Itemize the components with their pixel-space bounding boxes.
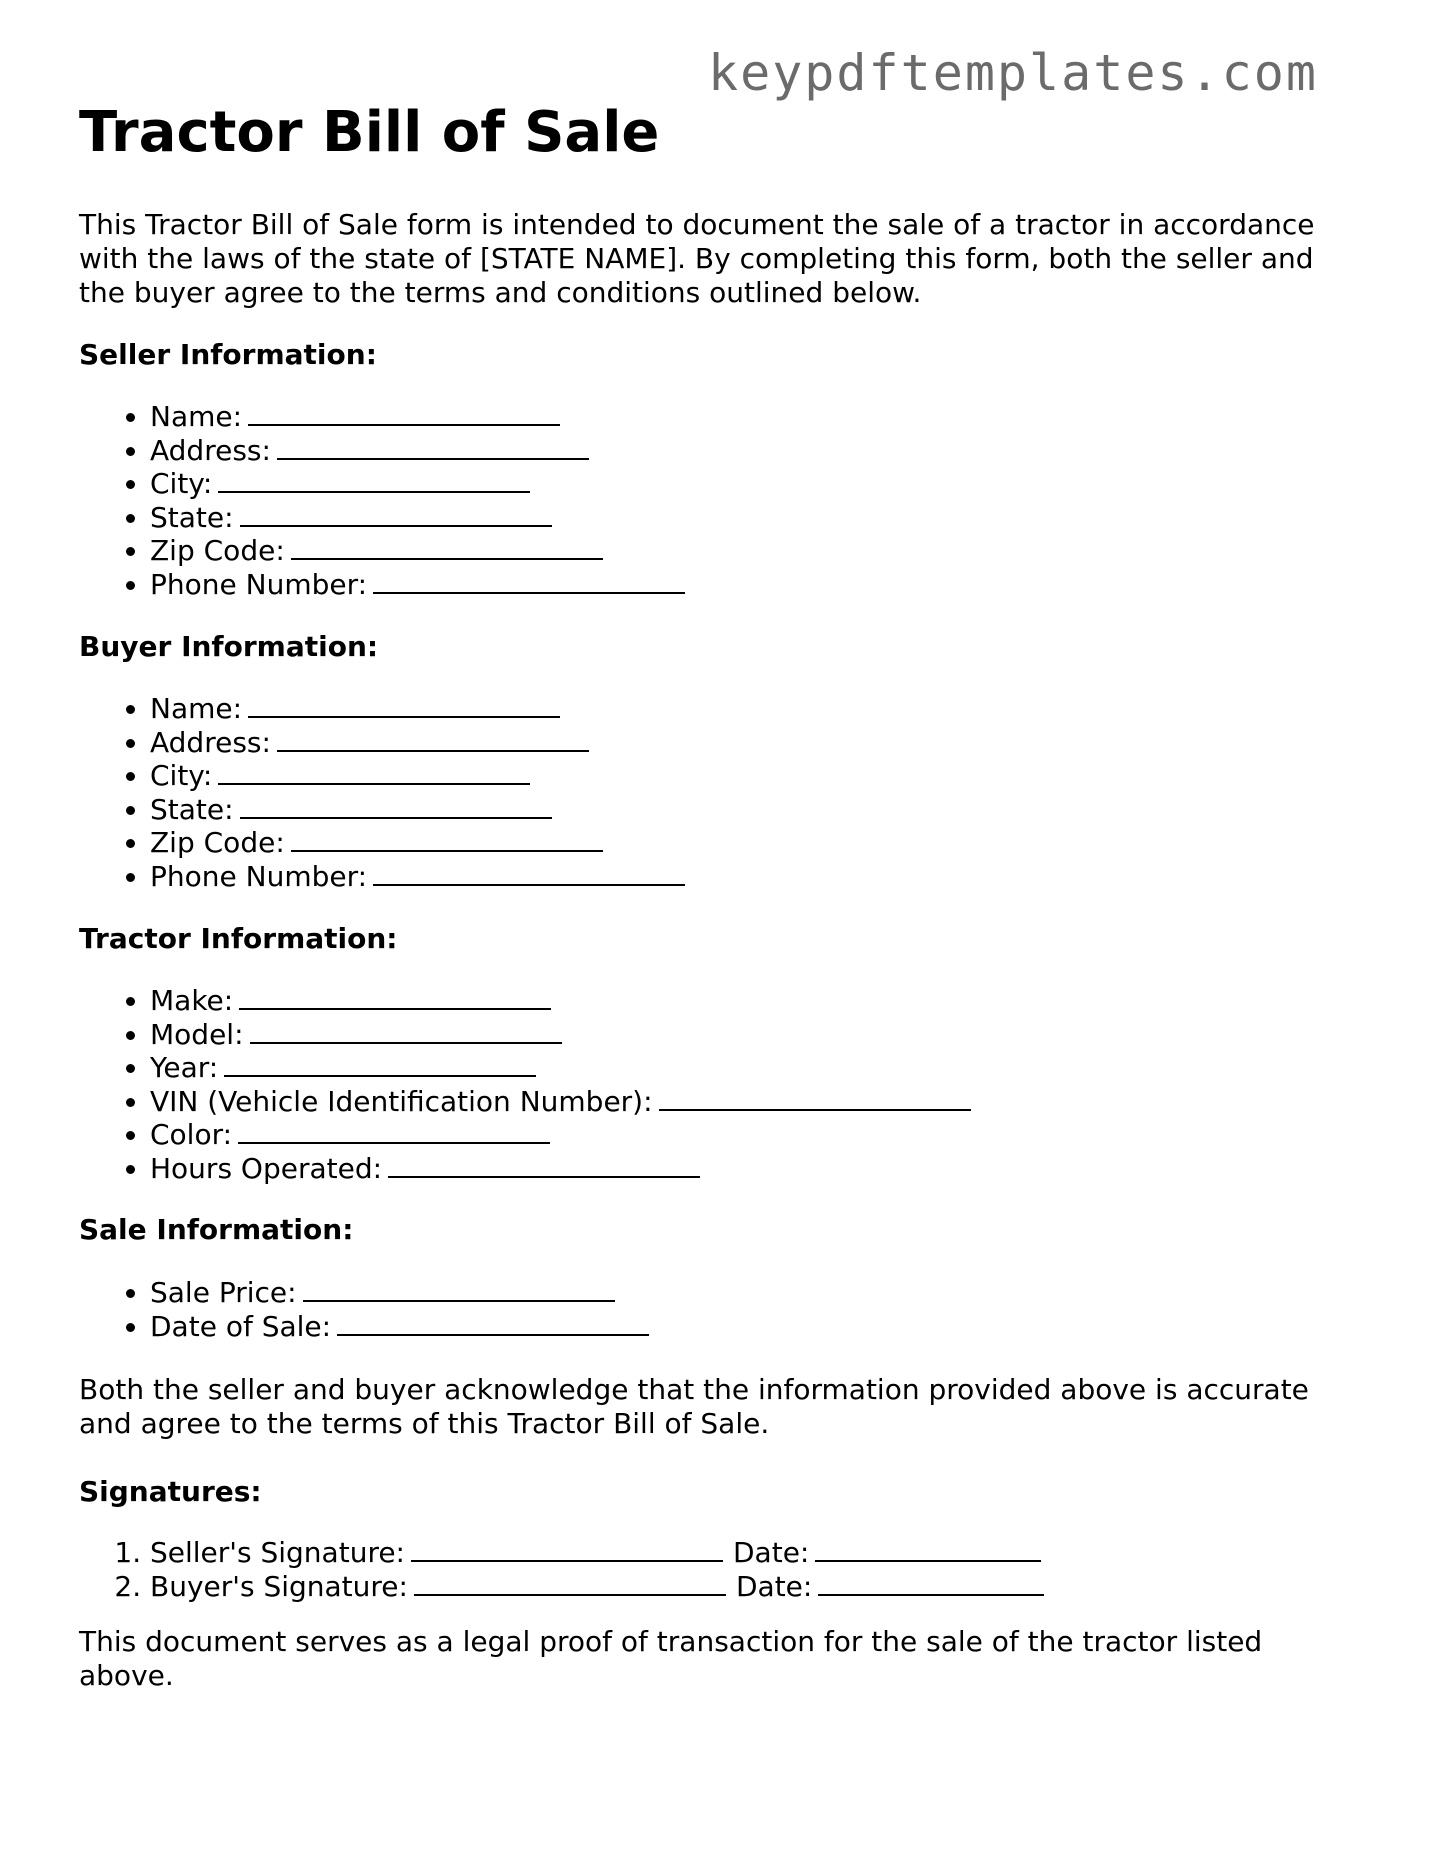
date-label: Date: <box>733 1536 810 1569</box>
field-label: Phone Number: <box>150 859 368 893</box>
tractor-year-item <box>150 1051 971 1085</box>
field-label: Model: <box>150 1017 244 1051</box>
sale-price-item <box>150 1276 649 1310</box>
buyer-date-blank[interactable] <box>818 1570 1044 1596</box>
seller-city-item <box>150 467 685 501</box>
field-label: Date of Sale: <box>150 1309 332 1343</box>
seller-fields <box>79 400 685 602</box>
buyer-phone-item <box>150 860 685 894</box>
intro-paragraph: This Tractor Bill of Sale form is intended to document the sale of a tractor in accordance with the laws of the state of [STATE NAME]. By completing this form, both the seller and the buyer agree to the terms and conditions outlined below. <box>79 208 1315 309</box>
buyer-name-item <box>150 692 685 726</box>
field-label: Address: <box>150 433 271 467</box>
tractor-make-blank[interactable] <box>239 984 551 1010</box>
field-label: Zip Code: <box>150 534 285 568</box>
field-label: VIN (Vehicle Identification Number): <box>150 1084 653 1118</box>
tractor-year-blank[interactable] <box>224 1051 536 1077</box>
field-label: Year: <box>150 1051 219 1085</box>
tractor-model-blank[interactable] <box>250 1018 562 1044</box>
acknowledgement-paragraph: Both the seller and buyer acknowledge that the information provided above is accurate and agree to the terms of this Tractor Bill of Sale. <box>79 1373 1309 1440</box>
seller-heading: Seller Information: <box>79 338 377 371</box>
seller-address-item <box>150 434 685 468</box>
seller-signature-blank[interactable] <box>411 1536 723 1562</box>
buyer-phone-blank[interactable] <box>373 860 685 886</box>
field-label: Address: <box>150 725 271 759</box>
seller-phone-blank[interactable] <box>373 568 685 594</box>
buyer-signature-blank[interactable] <box>414 1570 726 1596</box>
tractor-vin-blank[interactable] <box>659 1085 971 1111</box>
buyer-address-item <box>150 726 685 760</box>
tractor-model-item <box>150 1018 971 1052</box>
seller-signature-item <box>150 1536 1044 1570</box>
seller-address-blank[interactable] <box>277 434 589 460</box>
field-label: City: <box>150 759 213 793</box>
signature-lines <box>79 1536 1044 1603</box>
page-title: Tractor Bill of Sale <box>79 100 660 165</box>
field-label: State: <box>150 500 234 534</box>
date-label: Date: <box>735 1569 813 1603</box>
field-label: Color: <box>150 1118 233 1152</box>
sale-heading: Sale Information: <box>79 1213 354 1246</box>
field-label: Sale Price: <box>150 1276 297 1309</box>
buyer-signature-item <box>150 1570 1044 1604</box>
seller-zip-item <box>150 534 685 568</box>
tractor-color-item <box>150 1118 971 1152</box>
buyer-heading: Buyer Information: <box>79 630 379 663</box>
sale-date-item <box>150 1310 649 1344</box>
signature-label: Buyer's Signature: <box>150 1569 408 1603</box>
sale-date-blank[interactable] <box>337 1310 649 1336</box>
buyer-fields <box>79 692 685 894</box>
field-label: Phone Number: <box>150 567 368 601</box>
buyer-zip-blank[interactable] <box>291 826 603 852</box>
sale-fields <box>79 1276 649 1343</box>
seller-city-blank[interactable] <box>218 467 530 493</box>
tractor-hours-blank[interactable] <box>388 1152 700 1178</box>
buyer-name-blank[interactable] <box>248 692 560 718</box>
sale-price-blank[interactable] <box>303 1276 615 1302</box>
tractor-vin-item <box>150 1085 971 1119</box>
buyer-city-item <box>150 759 685 793</box>
buyer-state-blank[interactable] <box>240 793 552 819</box>
buyer-city-blank[interactable] <box>218 759 530 785</box>
field-label: Make: <box>150 984 234 1017</box>
field-label: Zip Code: <box>150 826 285 860</box>
buyer-address-blank[interactable] <box>277 726 589 752</box>
tractor-make-item <box>150 984 971 1018</box>
tractor-heading: Tractor Information: <box>79 922 398 955</box>
closing-paragraph: This document serves as a legal proof of transaction for the sale of the tractor listed above. <box>79 1625 1263 1692</box>
signatures-heading: Signatures: <box>79 1475 262 1508</box>
field-label: Hours Operated: <box>150 1151 383 1185</box>
field-label: State: <box>150 792 234 826</box>
field-label: Name: <box>150 692 243 725</box>
watermark: keypdftemplates.com <box>708 44 1318 102</box>
buyer-state-item <box>150 793 685 827</box>
seller-zip-blank[interactable] <box>291 534 603 560</box>
tractor-hours-item <box>150 1152 971 1186</box>
field-label: City: <box>150 467 213 501</box>
field-label: Name: <box>150 400 243 433</box>
tractor-fields <box>79 984 971 1186</box>
seller-state-blank[interactable] <box>240 501 552 527</box>
signature-label: Seller's Signature: <box>150 1536 405 1569</box>
seller-date-blank[interactable] <box>815 1536 1041 1562</box>
seller-name-item <box>150 400 685 434</box>
buyer-zip-item <box>150 826 685 860</box>
seller-phone-item <box>150 568 685 602</box>
seller-state-item <box>150 501 685 535</box>
tractor-color-blank[interactable] <box>238 1118 550 1144</box>
seller-name-blank[interactable] <box>248 400 560 426</box>
